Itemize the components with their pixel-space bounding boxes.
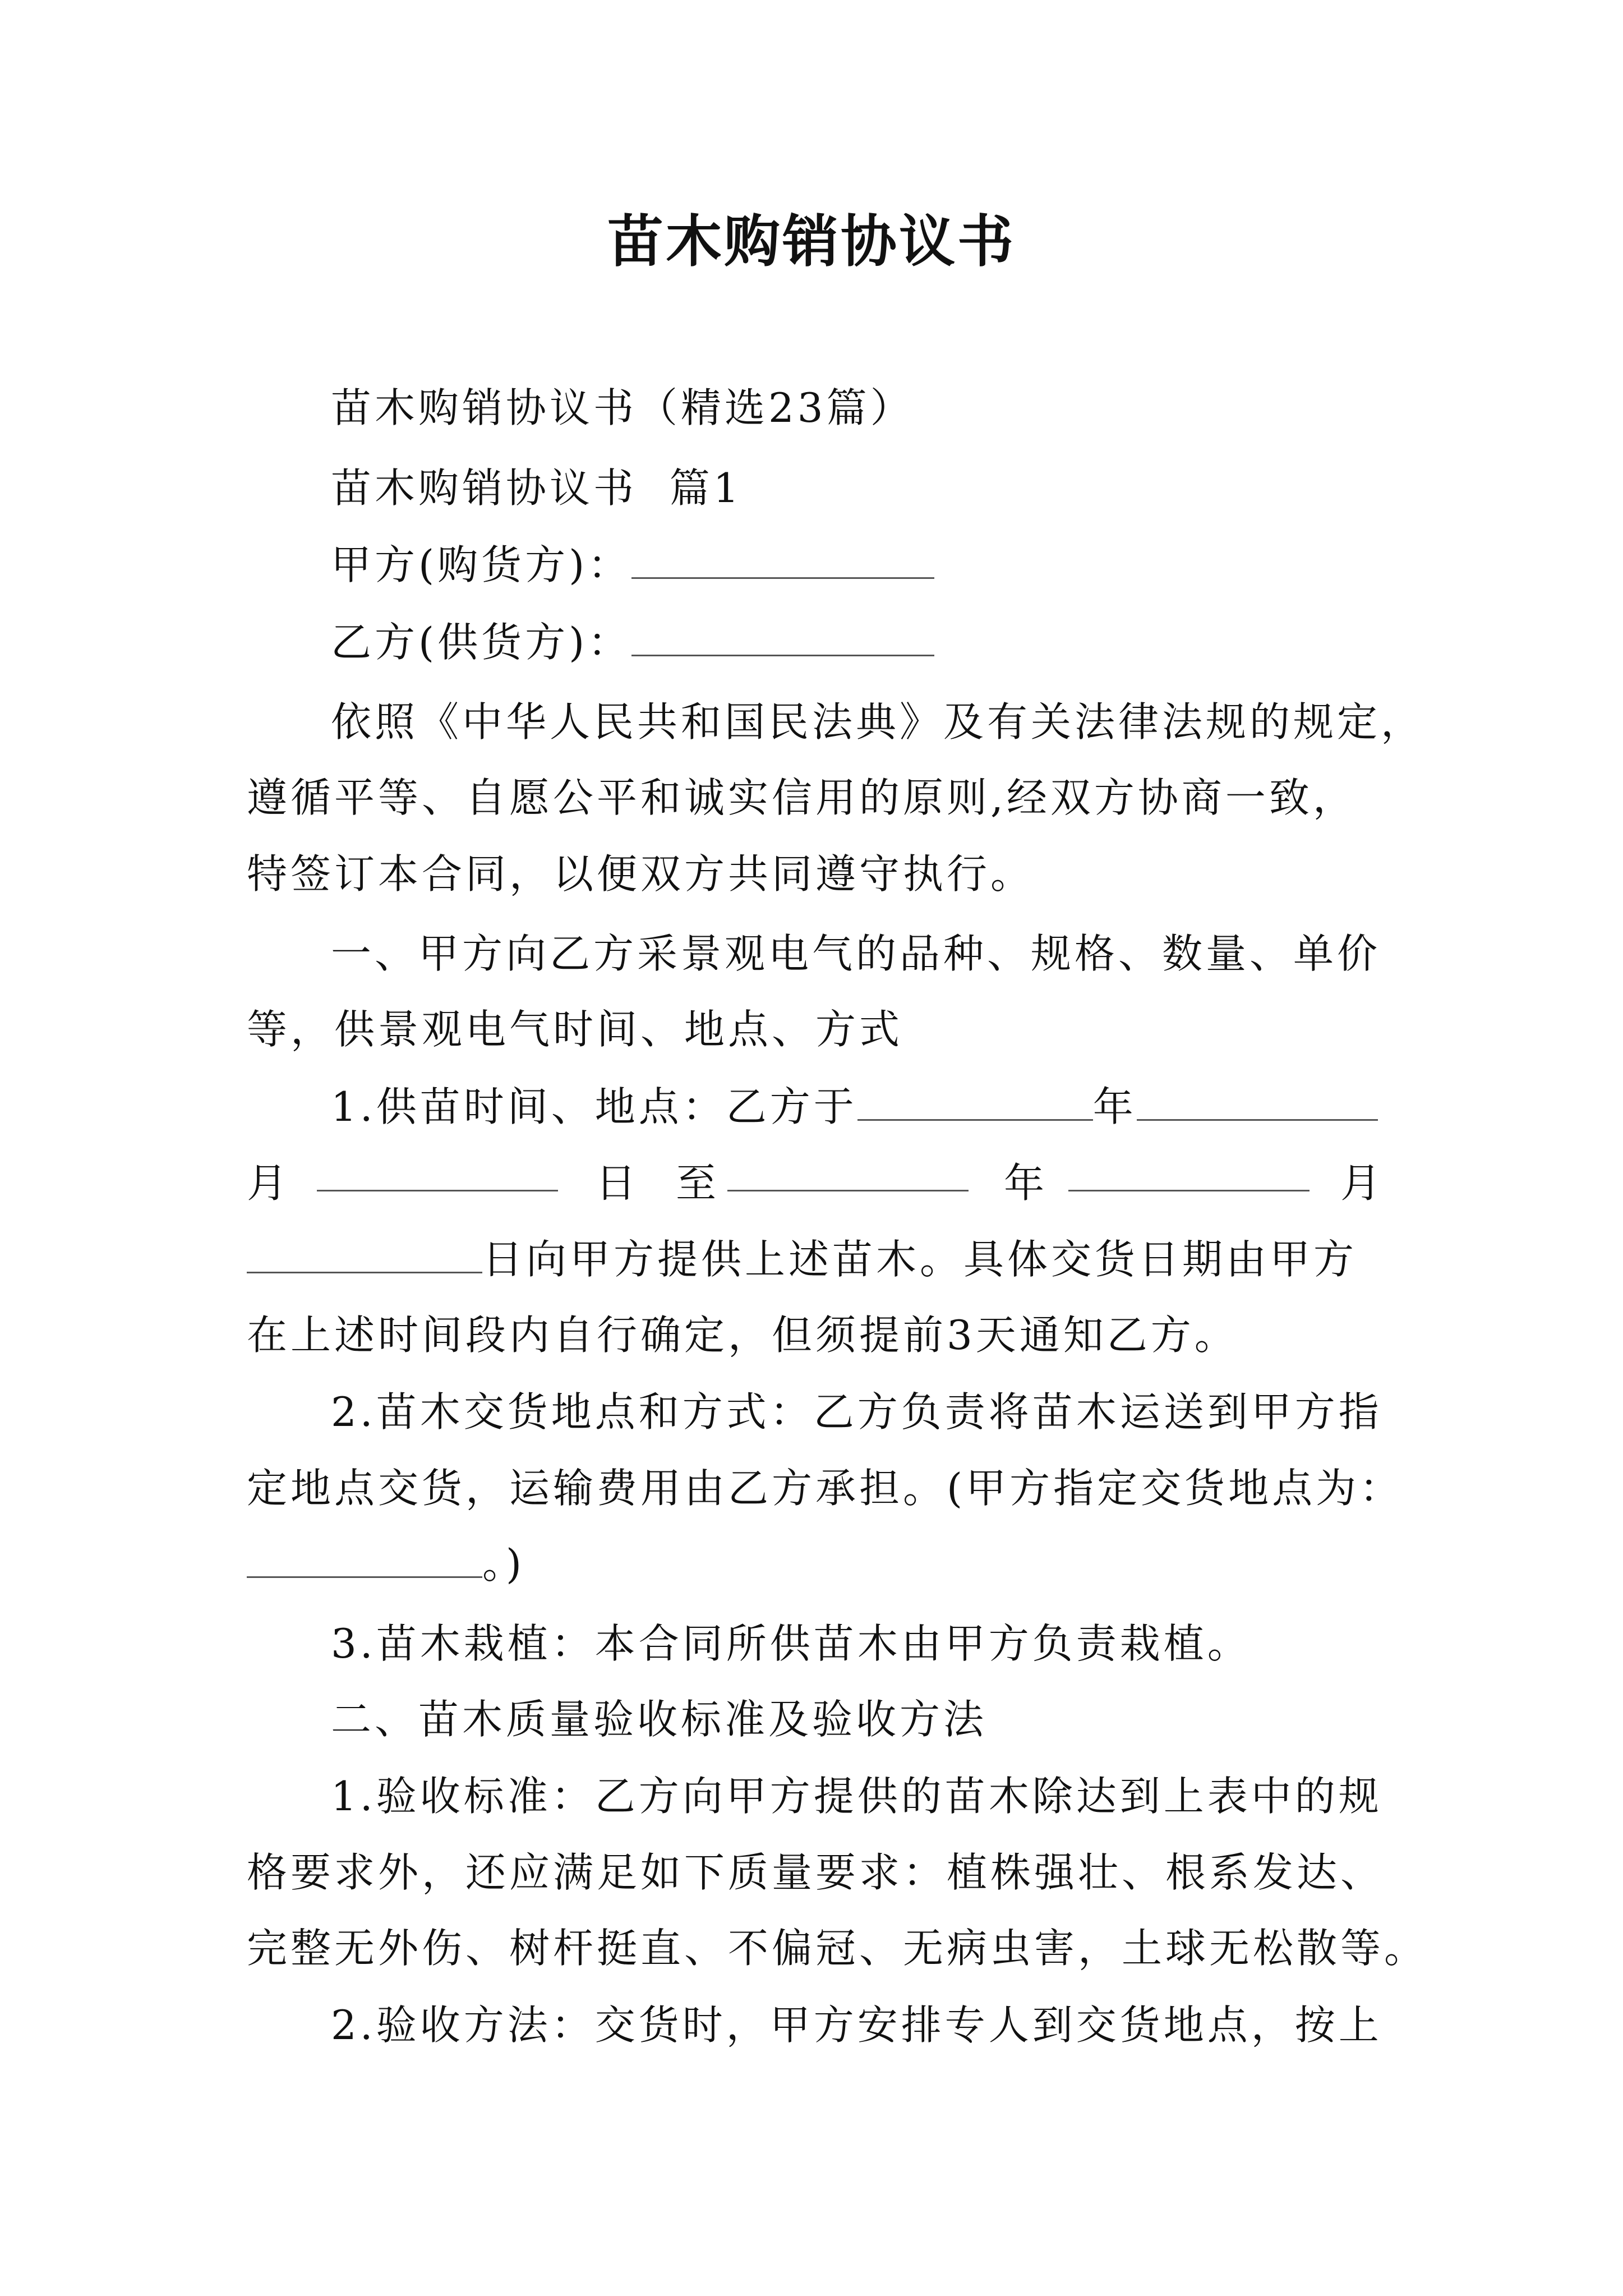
item1-line-3 [247, 1231, 1623, 1287]
acceptance2-line-1: 2.验收方法：交货时，甲方安排专人到交货地点，按上 [331, 2001, 1382, 2049]
item1-day: 日 [596, 1159, 637, 1207]
item1-blank-year2 [727, 1155, 969, 1191]
subtitle: 苗木购销协议书（精选23篇） [331, 384, 914, 431]
item1-to: 至 [676, 1159, 717, 1207]
acceptance1-line-1: 1.验收标准：乙方向甲方提供的苗木除达到上表中的规 [331, 1773, 1382, 1820]
item1-year2: 年 [1004, 1159, 1045, 1207]
item1-blank-month2 [1068, 1155, 1310, 1191]
item1-month: 月 [247, 1159, 288, 1207]
document-title: 苗木购销协议书 [607, 208, 1016, 274]
item1-blank-month [1137, 1084, 1378, 1121]
item1-blank-day2 [247, 1237, 482, 1273]
item1-line3-text: 日向甲方提供上述苗木。具体交货日期由甲方 [482, 1236, 1358, 1283]
item2-location-blank [247, 1542, 482, 1578]
party-a-line [331, 537, 1623, 593]
section1-line-2: 等，供景观电气时间、地点、方式 [247, 1006, 903, 1053]
party-b-label: 乙方(供货方)： [331, 619, 632, 666]
party-b-line [331, 614, 1623, 670]
party-b-blank [631, 620, 934, 656]
item1-prefix: 1.供苗时间、地点：乙方于 [331, 1083, 857, 1130]
item1-year: 年 [1092, 1083, 1137, 1130]
item3-line: 3.苗木栽植：本合同所供苗木由甲方负责栽植。 [331, 1620, 1251, 1667]
section2-heading: 二、苗木质量验收标准及验收方法 [331, 1696, 988, 1743]
item1-line-1 [331, 1079, 1623, 1135]
item1-month2: 月 [1340, 1159, 1381, 1207]
item2-line-3 [247, 1536, 1623, 1592]
acceptance1-line-3: 完整无外伤、树杆挺直、不偏冠、无病虫害，土球无松散等。 [247, 1925, 1428, 1972]
party-a-label: 甲方(购货方)： [331, 541, 632, 588]
intro-line-1: 依照《中华人民共和国民法典》及有关法律法规的规定， [331, 698, 1425, 746]
intro-line-2: 遵循平等、自愿公平和诚实信用的原则,经双方协商一致， [247, 774, 1357, 821]
acceptance1-line-2: 格要求外，还应满足如下质量要求：植株强壮、根系发达、 [247, 1849, 1385, 1896]
section1-line-1: 一、甲方向乙方采景观电气的品种、规格、数量、单价 [331, 930, 1381, 977]
item2-line-2: 定地点交货，运输费用由乙方承担。(甲方指定交货地点为： [247, 1465, 1404, 1512]
item1-blank-year [857, 1084, 1093, 1121]
item2-line3-suffix: 。) [482, 1540, 525, 1588]
item2-line-1: 2.苗木交货地点和方式：乙方负责将苗木运送到甲方指 [331, 1388, 1382, 1435]
intro-line-3: 特签订本合同，以便双方共同遵守执行。 [247, 850, 1035, 898]
article-heading: 苗木购销协议书 篇1 [331, 464, 743, 512]
item1-line-4: 在上述时间段内自行确定，但须提前3天通知乙方。 [247, 1312, 1238, 1359]
party-a-blank [631, 542, 934, 579]
item1-blank-day [317, 1155, 558, 1191]
